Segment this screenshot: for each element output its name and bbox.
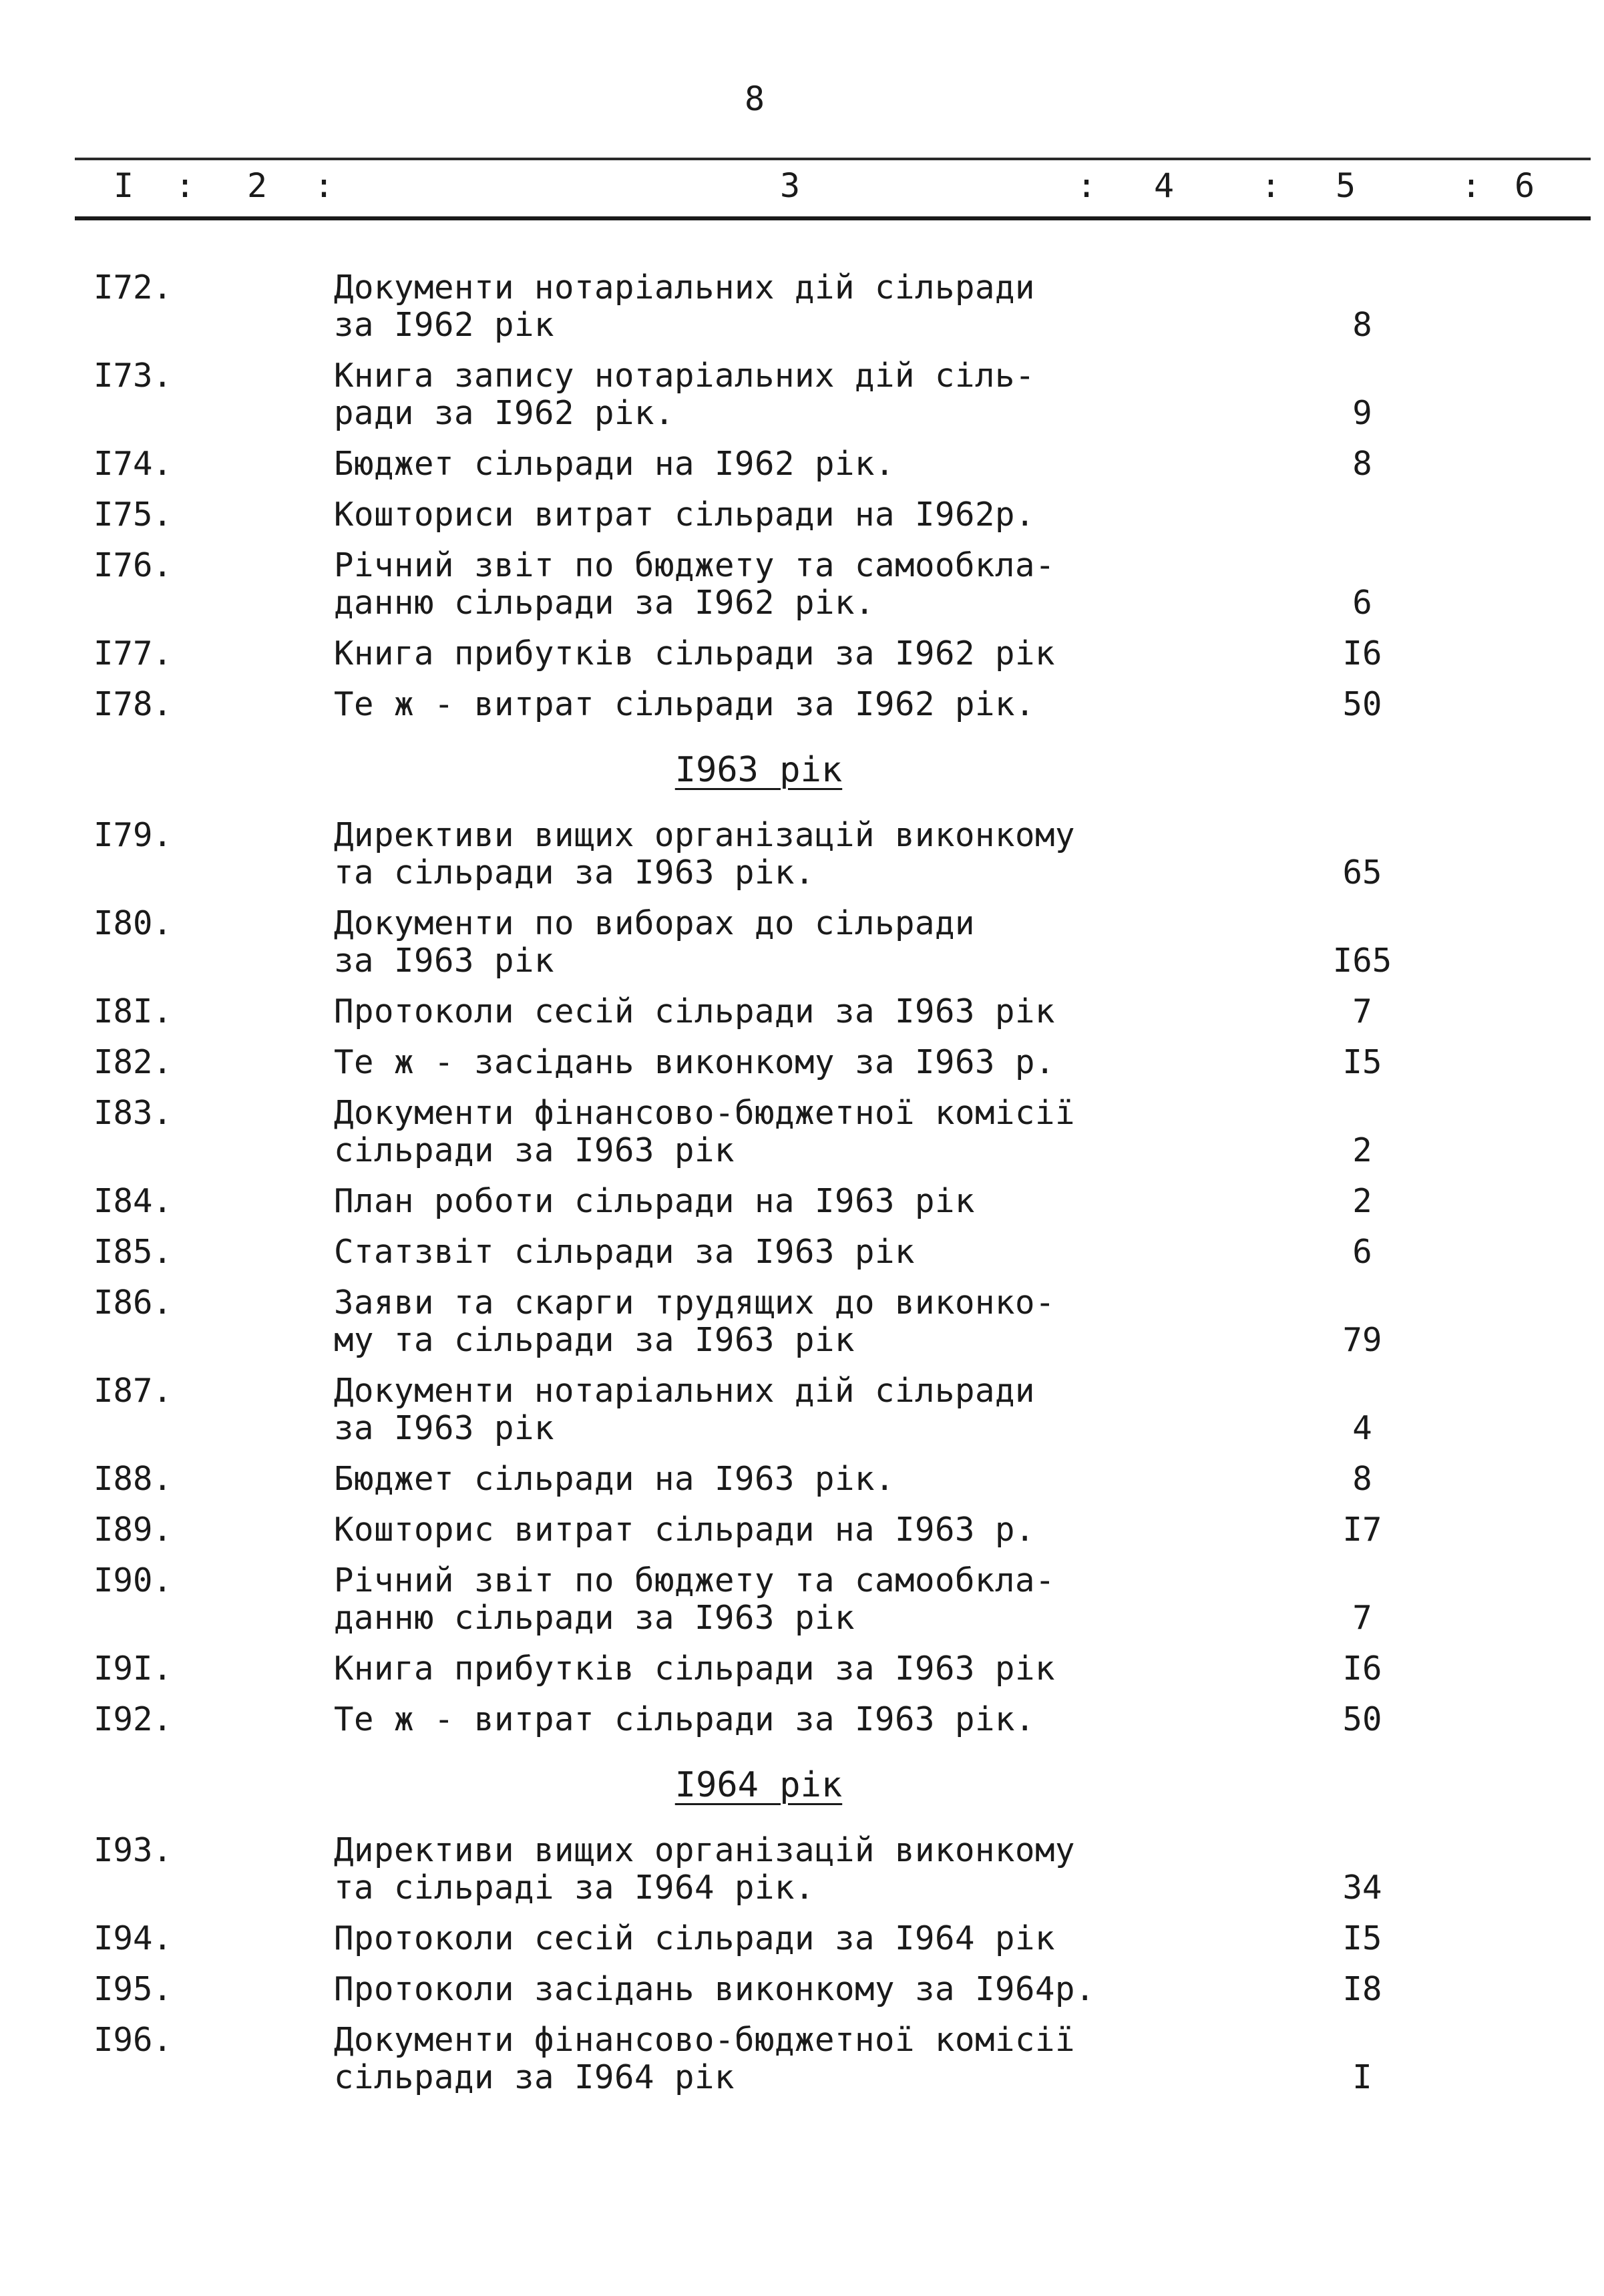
- inventory-row: [0, 630, 1604, 681]
- item-title: [334, 635, 1322, 673]
- column-header-4: 4: [1154, 166, 1175, 205]
- item-sheet-count: 9: [1352, 394, 1372, 432]
- column-separator: :: [1261, 166, 1281, 205]
- year-section-label: I963 рік: [674, 750, 843, 790]
- item-title: [334, 1920, 1322, 1957]
- item-title: [334, 1461, 1322, 1498]
- item-number: I78.: [93, 685, 173, 723]
- inventory-row: [0, 988, 1604, 1038]
- inventory-row: [0, 1645, 1604, 1696]
- header-top-rule: [75, 158, 1591, 160]
- item-title-line: Кошторис витрат сільради на I963 р.: [334, 1511, 1036, 1549]
- item-title-line: Документи по виборах до сільради: [334, 904, 976, 942]
- item-number: I85.: [93, 1233, 173, 1271]
- item-title-line: Документи нотаріальних дій сільради: [334, 1372, 1036, 1410]
- item-title-line: за I963 рік: [334, 942, 555, 980]
- item-title-line: Те ж - витрат сільради за I962 рік.: [334, 685, 1036, 723]
- inventory-row: [0, 1089, 1604, 1177]
- item-sheet-count: I8: [1342, 1970, 1382, 2008]
- item-title-line: та сільради за I963 рік.: [334, 853, 815, 892]
- inventory-row: [0, 1455, 1604, 1506]
- item-sheet-count: 50: [1342, 1700, 1382, 1738]
- item-title: [334, 1044, 1322, 1081]
- inventory-row: [0, 1177, 1604, 1228]
- item-sheet-count: I5: [1342, 1043, 1382, 1081]
- column-header-5: 5: [1336, 166, 1356, 205]
- item-title-line: Книга прибутків сільради за I963 рік: [334, 1650, 1056, 1688]
- column-separator: :: [175, 166, 196, 205]
- item-title-line: Директиви вищих організацій виконкому: [334, 1831, 1076, 1869]
- item-sheet-count: 6: [1352, 584, 1372, 622]
- item-number: I92.: [93, 1700, 173, 1738]
- item-title: [334, 357, 1322, 432]
- item-number: I95.: [93, 1970, 173, 2008]
- item-title-line: Протоколи сесій сільради за I964 рік: [334, 1919, 1056, 1957]
- inventory-row: [0, 542, 1604, 630]
- inventory-row: [0, 1506, 1604, 1557]
- item-title-line: за I963 рік: [334, 1409, 555, 1447]
- header-bottom-rule: [75, 216, 1591, 220]
- item-title: [334, 269, 1322, 344]
- item-title-line: Річний звіт по бюджету та самообкла-: [334, 1561, 1056, 1599]
- inventory-row: [0, 1367, 1604, 1455]
- item-title-line: Те ж - засідань виконкому за I963 р.: [334, 1043, 1056, 1081]
- item-title: [334, 1832, 1322, 1907]
- item-number: I8I.: [93, 992, 173, 1030]
- column-header-1: I: [114, 166, 134, 205]
- column-header-row: [0, 162, 1604, 210]
- inventory-row: [0, 681, 1604, 731]
- inventory-row: [0, 811, 1604, 900]
- item-sheet-count: 2: [1352, 1131, 1372, 1169]
- item-number: I82.: [93, 1043, 173, 1081]
- item-sheet-count: I: [1352, 2058, 1372, 2096]
- item-sheet-count: 4: [1352, 1409, 1372, 1447]
- item-sheet-count: I6: [1342, 634, 1382, 673]
- inventory-row: [0, 1696, 1604, 1746]
- item-title: [334, 993, 1322, 1030]
- item-sheet-count: 65: [1342, 853, 1382, 892]
- year-section-heading: [0, 1746, 1604, 1827]
- item-title-line: Книга запису нотаріальних дій сіль-: [334, 357, 1036, 395]
- item-title: [334, 1971, 1322, 2008]
- item-title: [334, 1650, 1322, 1688]
- item-number: I84.: [93, 1182, 173, 1220]
- item-number: I88.: [93, 1460, 173, 1498]
- item-sheet-count: I65: [1332, 942, 1392, 980]
- item-title: [334, 1233, 1322, 1271]
- item-title-line: та сільраді за I964 рік.: [334, 1869, 815, 1907]
- item-number: I73.: [93, 357, 173, 395]
- item-title-line: Бюджет сільради на I962 рік.: [334, 445, 895, 483]
- item-title-line: сільради за I964 рік: [334, 2058, 735, 2096]
- item-title: [334, 1372, 1322, 1447]
- inventory-row: [0, 1279, 1604, 1367]
- item-title-line: Те ж - витрат сільради за I963 рік.: [334, 1700, 1036, 1738]
- year-section-heading: [0, 731, 1604, 811]
- item-title: [334, 1183, 1322, 1220]
- column-header-2: 2: [247, 166, 268, 205]
- inventory-row: [0, 1827, 1604, 1915]
- item-number: I90.: [93, 1561, 173, 1599]
- item-title-line: Бюджет сільради на I963 рік.: [334, 1460, 895, 1498]
- item-title: [334, 817, 1322, 892]
- inventory-row: [0, 1915, 1604, 1965]
- item-title-line: за I962 рік: [334, 306, 555, 344]
- item-title-line: Протоколи засідань виконкому за I964р.: [334, 1970, 1096, 2008]
- inventory-row: [0, 440, 1604, 491]
- item-sheet-count: 8: [1352, 445, 1372, 483]
- item-number: I83.: [93, 1094, 173, 1132]
- item-title-line: Протоколи сесій сільради за I963 рік: [334, 992, 1056, 1030]
- item-sheet-count: 2: [1352, 1182, 1372, 1220]
- inventory-row: [0, 900, 1604, 988]
- item-title-line: Річний звіт по бюджету та самообкла-: [334, 546, 1056, 584]
- item-title: [334, 1284, 1322, 1359]
- item-number: I80.: [93, 904, 173, 942]
- item-title-line: Документи фінансово-бюджетної комісії: [334, 2021, 1076, 2059]
- item-number: I86.: [93, 1284, 173, 1322]
- item-sheet-count: 7: [1352, 992, 1372, 1030]
- item-sheet-count: 50: [1342, 685, 1382, 723]
- inventory-row: [0, 1965, 1604, 2016]
- item-title-line: Кошториси витрат сільради на I962р.: [334, 496, 1036, 534]
- item-number: I76.: [93, 546, 173, 584]
- item-number: I93.: [93, 1831, 173, 1869]
- page-number: 8: [744, 79, 765, 118]
- item-title-line: Документи нотаріальних дій сільради: [334, 268, 1036, 307]
- item-sheet-count: 7: [1352, 1599, 1372, 1637]
- item-title: [334, 1511, 1322, 1549]
- column-separator: :: [314, 166, 335, 205]
- item-title-line: План роботи сільради на I963 рік: [334, 1182, 976, 1220]
- column-header-3: 3: [780, 166, 801, 205]
- column-separator: :: [1076, 166, 1097, 205]
- item-title-line: ради за I962 рік.: [334, 394, 675, 432]
- item-number: I89.: [93, 1511, 173, 1549]
- item-title: [334, 1095, 1322, 1169]
- item-number: I72.: [93, 268, 173, 307]
- item-title-line: данню сільради за I963 рік: [334, 1599, 855, 1637]
- inventory-row: [0, 2016, 1604, 2104]
- item-number: I77.: [93, 634, 173, 673]
- item-sheet-count: 34: [1342, 1869, 1382, 1907]
- item-sheet-count: I6: [1342, 1650, 1382, 1688]
- item-number: I96.: [93, 2021, 173, 2059]
- item-title-line: Статзвіт сільради за I963 рік: [334, 1233, 916, 1271]
- inventory-list: [0, 264, 1604, 2104]
- item-title: [334, 905, 1322, 980]
- item-title-line: Документи фінансово-бюджетної комісії: [334, 1094, 1076, 1132]
- item-sheet-count: 6: [1352, 1233, 1372, 1271]
- item-title: [334, 445, 1322, 483]
- item-title: [334, 547, 1322, 622]
- year-section-label: I964 рік: [674, 1765, 843, 1805]
- item-sheet-count: 8: [1352, 1460, 1372, 1498]
- item-sheet-count: I7: [1342, 1511, 1382, 1549]
- item-number: I74.: [93, 445, 173, 483]
- item-sheet-count: 79: [1342, 1321, 1382, 1359]
- item-number: I94.: [93, 1919, 173, 1957]
- item-number: I87.: [93, 1372, 173, 1410]
- item-sheet-count: I5: [1342, 1919, 1382, 1957]
- inventory-row: [0, 491, 1604, 542]
- inventory-row: [0, 352, 1604, 440]
- item-title-line: сільради за I963 рік: [334, 1131, 735, 1169]
- item-title-line: Книга прибутків сільради за I962 рік: [334, 634, 1056, 673]
- column-separator: :: [1461, 166, 1482, 205]
- inventory-row: [0, 1557, 1604, 1645]
- item-title-line: Заяви та скарги трудящих до виконко-: [334, 1284, 1056, 1322]
- inventory-row: [0, 264, 1604, 352]
- item-title-line: данню сільради за I962 рік.: [334, 584, 875, 622]
- item-sheet-count: 8: [1352, 306, 1372, 344]
- item-title: [334, 1562, 1322, 1637]
- item-number: I79.: [93, 816, 173, 854]
- item-number: I9I.: [93, 1650, 173, 1688]
- item-title: [334, 686, 1322, 723]
- item-title: [334, 496, 1322, 534]
- inventory-row: [0, 1038, 1604, 1089]
- column-header-6: 6: [1515, 166, 1535, 205]
- item-title: [334, 2022, 1322, 2096]
- item-title-line: Директиви вищих організацій виконкому: [334, 816, 1076, 854]
- item-title: [334, 1701, 1322, 1738]
- inventory-row: [0, 1228, 1604, 1279]
- item-title-line: му та сільради за I963 рік: [334, 1321, 855, 1359]
- item-number: I75.: [93, 496, 173, 534]
